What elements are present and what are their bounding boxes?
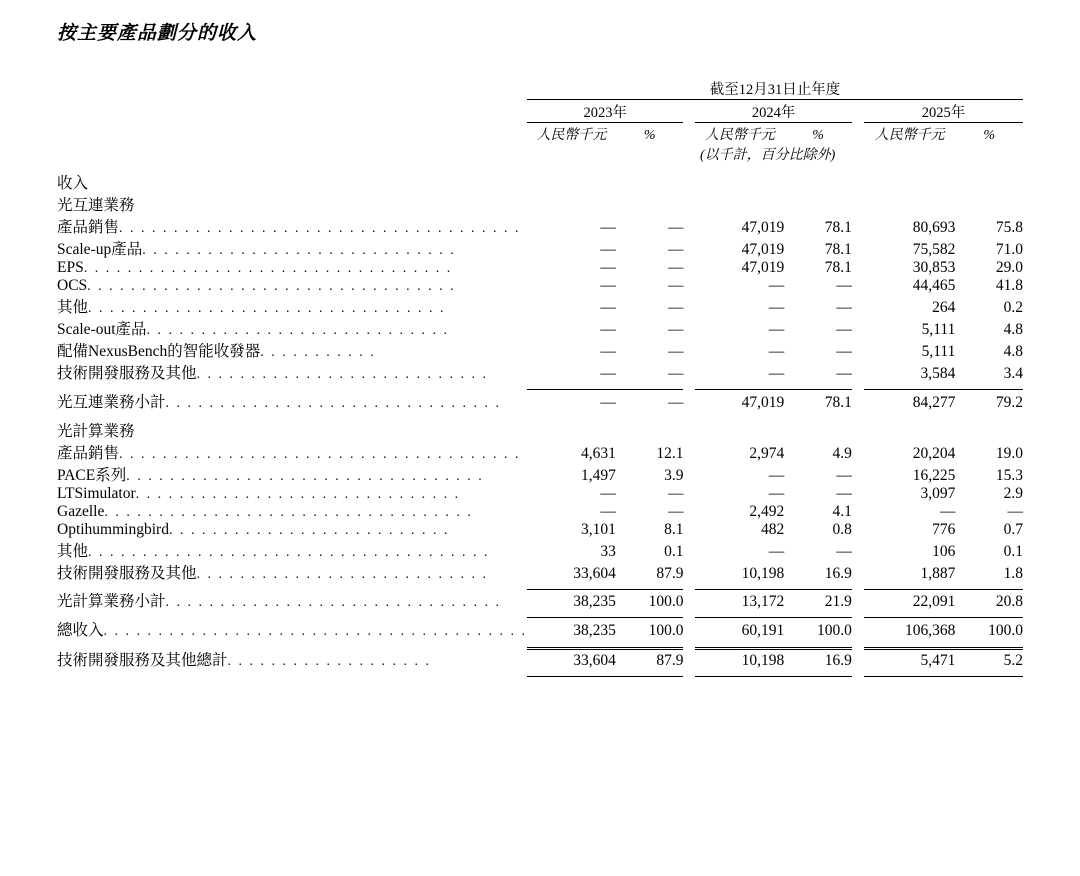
row-label: 總收入. . . . . . . . . . . . . . . . . . . . . . . . . . . . . . . . . . . . . . .: [57, 621, 528, 639]
value-amount: [864, 419, 955, 441]
table-row: [57, 259, 1023, 277]
empty-cell: [57, 101, 527, 123]
value-amount: —: [768, 484, 785, 502]
value-percent: —: [667, 393, 684, 411]
value-amount: 22,091: [912, 593, 956, 610]
value-percent: —: [836, 343, 852, 360]
column-gap: [852, 648, 864, 670]
value-amount: 482: [761, 520, 785, 538]
dot-leader: . . . . . . . . . . . . . . . . . . . . . . . . . . . . . . . . . .: [83, 261, 453, 276]
value-percent: [616, 419, 684, 441]
year-header-2025: 2025年: [921, 105, 966, 121]
table-row: [57, 339, 1023, 361]
dot-leader: . . . . . . . . . . . . . . . . . . . . . . . . . . .: [196, 367, 489, 382]
value-amount: —: [768, 321, 785, 338]
table-row: [57, 171, 1023, 193]
value-amount: —: [600, 299, 616, 316]
column-gap: [683, 295, 695, 317]
column-gap: [683, 485, 695, 503]
value-amount: 10,198: [741, 564, 785, 582]
value-percent: 20.8: [995, 593, 1023, 610]
dot-leader: . . . . . . . . . . . . . . . . . . . . . . . . . . . . . . . . .: [88, 301, 446, 316]
dot-leader: . . . . . . . . . . . . . . . . . . . . . . . . . . . . . . . . . .: [104, 504, 473, 520]
year-header-2023: 2023年: [583, 105, 627, 121]
dot-leader: . . . . . . . . . . . . . . . . . . . . . . . . . . . . . . . . . . . . .: [119, 221, 521, 236]
value-percent: 16.9: [824, 564, 852, 582]
value-percent: [616, 193, 684, 215]
row-label: 收入: [57, 175, 89, 192]
value-percent: 100.0: [648, 621, 684, 639]
value-percent: —: [667, 365, 684, 382]
value-amount: —: [600, 343, 616, 360]
table-row: [57, 503, 1023, 521]
value-percent: 0.8: [832, 520, 852, 538]
unit-rmb-2025: 人民幣千元: [874, 128, 945, 143]
rule-cell: [695, 670, 851, 677]
value-percent: [616, 171, 684, 193]
year-header-row: [57, 101, 1023, 123]
row-label: 產品銷售. . . . . . . . . . . . . . . . . . . . . . . . . . . . . . . . . . . . .: [57, 444, 521, 462]
column-gap: [683, 339, 695, 361]
row-label: PACE系列. . . . . . . . . . . . . . . . . . . . . . . . . . . . . . . . .: [57, 466, 484, 484]
dot-leader: . . . . . . . . . . . . . . . . . . . . . . . . . .: [168, 522, 450, 538]
dot-leader: . . . . . . . . . . . . . . . . . . . . . . . . . . .: [196, 566, 489, 582]
column-gap: [852, 317, 864, 339]
column-gap: [852, 237, 864, 259]
value-amount: 2,974: [749, 444, 785, 462]
data-rows: [57, 171, 1023, 677]
value-amount: 44,465: [912, 277, 956, 294]
empty-cell: [852, 101, 864, 123]
column-gap: [683, 419, 695, 441]
value-amount: 776: [932, 520, 956, 538]
spacer-cell: [57, 164, 1023, 171]
column-gap: [683, 193, 695, 215]
value-percent: —: [667, 343, 684, 360]
value-percent: 41.8: [995, 277, 1023, 294]
column-gap: [852, 521, 864, 539]
column-gap: [852, 259, 864, 277]
value-amount: 33: [600, 542, 616, 560]
value-amount: —: [768, 277, 785, 294]
value-amount: —: [600, 365, 616, 382]
value-amount: 106,368: [904, 621, 956, 639]
column-gap: [852, 485, 864, 503]
value-amount: 3,097: [920, 484, 956, 502]
column-gap: [852, 589, 864, 611]
table-row: [57, 390, 1023, 412]
value-percent: —: [667, 502, 684, 520]
value-percent: 5.2: [1003, 652, 1023, 669]
column-gap: [852, 561, 864, 583]
value-amount: 5,111: [921, 343, 956, 360]
value-percent: —: [836, 277, 852, 294]
double-rule-row: [57, 640, 1023, 649]
row-label: 技術開發服務及其他. . . . . . . . . . . . . . . . . . . . . . . . . . .: [57, 365, 489, 382]
value-percent: —: [667, 259, 684, 276]
period-header: 截至12月31日止年度: [709, 82, 841, 98]
value-percent: 16.9: [824, 652, 852, 669]
year-header-2024: 2024年: [751, 105, 796, 121]
rule-cell: [683, 670, 695, 677]
value-amount: —: [600, 321, 616, 338]
dot-leader: . . . . . . . . . . . . . . . . . . . . . . . . . . . . . .: [135, 486, 461, 502]
row-label: 配備NexusBench的智能收發器. . . . . . . . . . .: [57, 343, 376, 360]
value-percent: [955, 171, 1023, 193]
rule-cell: [527, 670, 683, 677]
empty-cell: [852, 124, 864, 144]
column-gap: [683, 317, 695, 339]
value-percent: 78.1: [824, 393, 852, 411]
value-percent: —: [836, 542, 852, 560]
value-percent: 29.0: [995, 259, 1023, 276]
dot-leader: . . . . . . . . . . . . . . . . . . . . . . . . . . . .: [146, 323, 450, 338]
value-percent: 75.8: [995, 219, 1023, 236]
value-amount: [864, 193, 955, 215]
value-amount: 16,225: [912, 466, 956, 484]
row-label: 光計算業務: [57, 422, 135, 440]
value-amount: 106: [932, 542, 956, 560]
value-amount: [864, 171, 955, 193]
table-row: [57, 361, 1023, 383]
value-amount: 47,019: [741, 219, 785, 236]
column-gap: [852, 463, 864, 485]
rule-cell: [864, 640, 1023, 649]
empty-cell: [57, 124, 527, 144]
value-percent: 87.9: [656, 564, 684, 582]
value-percent: —: [836, 321, 852, 338]
value-percent: 2.9: [1003, 484, 1023, 502]
value-amount: —: [600, 259, 616, 276]
row-label: 技術開發服務及其他. . . . . . . . . . . . . . . . . . . . . . . . . . .: [57, 564, 489, 582]
rule-cell: [852, 640, 864, 649]
value-amount: —: [768, 365, 785, 382]
rule-cell: [57, 670, 527, 677]
table-row: [57, 215, 1023, 237]
value-percent: 100.0: [648, 593, 684, 610]
value-percent: 79.2: [995, 393, 1023, 411]
column-gap: [683, 589, 695, 611]
value-percent: 4.8: [1003, 343, 1023, 360]
value-amount: [527, 193, 616, 215]
value-amount: 5,471: [920, 652, 956, 669]
value-percent: 4.8: [1003, 321, 1023, 338]
value-amount: —: [768, 343, 785, 360]
value-percent: —: [836, 484, 852, 502]
table-row: [57, 317, 1023, 339]
value-percent: 78.1: [824, 219, 852, 236]
dot-leader: . . . . . . . . . . . . . . . . . . .: [227, 654, 432, 669]
row-label: Scale-out產品. . . . . . . . . . . . . . . . . . . . . . . . . . . .: [57, 321, 450, 338]
value-percent: [784, 171, 852, 193]
value-amount: [695, 193, 784, 215]
value-amount: 10,198: [741, 652, 785, 669]
section-spacer: [57, 412, 1023, 419]
value-amount: 33,604: [573, 564, 616, 582]
unit-pct-2024: %: [812, 128, 824, 143]
value-percent: 1.8: [1003, 564, 1023, 582]
dot-leader: . . . . . . . . . . . . . . . . . . . . . . . . . . . . . . . . . . . . .: [88, 544, 490, 560]
unit-rmb-2023: 人民幣千元: [536, 128, 607, 143]
value-percent: —: [836, 365, 852, 382]
table-row: [57, 521, 1023, 539]
value-percent: —: [667, 299, 684, 316]
value-percent: 19.0: [995, 444, 1023, 462]
row-label: 產品銷售. . . . . . . . . . . . . . . . . . . . . . . . . . . . . . . . . . . . .: [57, 219, 521, 236]
value-amount: —: [600, 484, 616, 502]
unit-pct-2023: %: [643, 128, 656, 143]
dot-leader: . . . . . . . . . . . . . . . . . . . . . . . . . . . . . . . . .: [126, 468, 484, 484]
page-title: 按主要產品劃分的收入: [57, 23, 258, 44]
value-amount: —: [600, 393, 616, 411]
value-percent: 15.3: [995, 466, 1023, 484]
value-percent: 12.1: [656, 444, 684, 462]
value-percent: —: [667, 241, 684, 258]
value-percent: —: [1007, 502, 1023, 520]
value-amount: —: [768, 466, 785, 484]
value-amount: 47,019: [741, 393, 785, 411]
value-percent: [784, 419, 852, 441]
dot-leader: . . . . . . . . . . . . . . . . . . . . . . . . . . . . . . . . . .: [87, 279, 456, 294]
table-body: [57, 78, 1023, 171]
empty-cell: [683, 101, 695, 123]
row-label: OCS. . . . . . . . . . . . . . . . . . . . . . . . . . . . . . . . . .: [57, 277, 456, 294]
column-gap: [683, 361, 695, 383]
value-percent: —: [667, 321, 684, 338]
rule-cell: [527, 640, 683, 649]
column-gap: [683, 237, 695, 259]
row-label: 光互連業務: [57, 197, 135, 214]
header-spacer: [57, 164, 1023, 171]
value-percent: —: [836, 299, 852, 316]
value-amount: 60,191: [741, 621, 785, 639]
value-amount: —: [600, 241, 616, 258]
row-label: 光計算業務小計. . . . . . . . . . . . . . . . . . . . . . . . . . . . . . .: [57, 593, 502, 610]
unit-note: (以千計，百分比除外): [700, 148, 836, 163]
table-row: [57, 589, 1023, 611]
value-percent: [955, 193, 1023, 215]
value-amount: 30,853: [912, 259, 956, 276]
dot-leader: . . . . . . . . . . . . . . . . . . . . . . . . . . . . . . . . . . . . .: [119, 446, 521, 462]
empty-cell: [852, 144, 864, 164]
unit-rmb-2024: 人民幣千元: [704, 128, 775, 143]
row-label: EPS. . . . . . . . . . . . . . . . . . . . . . . . . . . . . . . . . .: [57, 259, 453, 276]
column-gap: [852, 419, 864, 441]
value-percent: 3.4: [1003, 365, 1023, 382]
value-amount: [527, 419, 616, 441]
table-row: [57, 277, 1023, 295]
table-row: [57, 419, 1023, 441]
value-percent: 0.2: [1003, 299, 1023, 316]
column-gap: [852, 215, 864, 237]
rule-cell: [57, 640, 527, 649]
value-percent: 0.1: [1003, 542, 1023, 560]
value-percent: 78.1: [824, 241, 852, 258]
rule-cell: [852, 670, 864, 677]
unit-header-row: [57, 124, 1023, 144]
row-label: Scale-up產品. . . . . . . . . . . . . . . . . . . . . . . . . . . . .: [57, 241, 456, 258]
column-gap: [683, 215, 695, 237]
rule-cell: [864, 670, 1023, 677]
spacer-cell: [57, 412, 1023, 419]
value-percent: 4.9: [832, 444, 852, 462]
row-label: 其他. . . . . . . . . . . . . . . . . . . . . . . . . . . . . . . . .: [57, 299, 446, 316]
column-gap: [683, 648, 695, 670]
value-amount: 3,101: [580, 520, 616, 538]
dot-leader: . . . . . . . . . . .: [260, 345, 376, 360]
value-percent: —: [836, 466, 852, 484]
row-label: LTSimulator. . . . . . . . . . . . . . . . . . . . . . . . . . . . . .: [57, 484, 461, 502]
column-gap: [683, 171, 695, 193]
value-amount: [527, 171, 616, 193]
value-amount: —: [939, 502, 956, 520]
value-percent: 87.9: [656, 652, 684, 669]
empty-cell: [683, 124, 695, 144]
unit-note-row: [57, 144, 1023, 164]
empty-cell: [57, 78, 527, 100]
value-amount: —: [600, 502, 616, 520]
value-percent: 3.9: [664, 466, 684, 484]
column-gap: [683, 539, 695, 561]
table-row: [57, 539, 1023, 561]
value-percent: [955, 419, 1023, 441]
value-amount: 20,204: [912, 444, 956, 462]
period-header-row: [57, 78, 1023, 100]
rule-cell: [695, 640, 851, 649]
column-gap: [683, 277, 695, 295]
column-gap: [683, 463, 695, 485]
table-row: [57, 561, 1023, 583]
column-gap: [683, 390, 695, 412]
empty-cell: [955, 144, 1023, 164]
value-percent: 78.1: [824, 259, 852, 276]
value-amount: 3,584: [920, 365, 956, 382]
column-gap: [852, 503, 864, 521]
table-row: [57, 295, 1023, 317]
value-percent: 100.0: [817, 621, 852, 639]
dot-leader: . . . . . . . . . . . . . . . . . . . . . . . . . . . . . . .: [165, 595, 502, 610]
value-amount: —: [768, 299, 785, 316]
dot-leader: . . . . . . . . . . . . . . . . . . . . . . . . . . . . . . . . . . . . . . .: [103, 623, 528, 639]
column-gap: [683, 441, 695, 463]
empty-cell: [57, 144, 527, 164]
value-amount: [695, 419, 784, 441]
column-gap: [852, 390, 864, 412]
value-percent: —: [667, 484, 684, 502]
value-amount: 75,582: [912, 241, 956, 258]
column-gap: [852, 618, 864, 640]
value-amount: 1,497: [580, 466, 616, 484]
value-amount: 2,492: [749, 502, 785, 520]
value-percent: 21.9: [824, 593, 852, 610]
value-amount: 47,019: [741, 259, 785, 276]
value-amount: 5,111: [921, 321, 956, 338]
value-amount: —: [600, 219, 616, 236]
dot-leader: . . . . . . . . . . . . . . . . . . . . . . . . . . . . . . .: [165, 395, 502, 411]
empty-cell: [864, 144, 955, 164]
table-row: [57, 193, 1023, 215]
value-amount: 264: [932, 299, 956, 316]
value-percent: —: [667, 277, 684, 294]
table-row: [57, 618, 1023, 640]
empty-cell: [616, 144, 684, 164]
value-amount: —: [600, 277, 616, 294]
value-percent: 8.1: [664, 520, 684, 538]
value-percent: 0.1: [664, 542, 684, 560]
value-percent: 100.0: [988, 621, 1023, 639]
value-amount: 33,604: [573, 652, 616, 669]
table-row: [57, 485, 1023, 503]
value-percent: 71.0: [995, 241, 1023, 258]
value-amount: 47,019: [741, 241, 785, 258]
column-gap: [852, 539, 864, 561]
empty-cell: [527, 144, 616, 164]
value-amount: 4,631: [580, 444, 616, 462]
column-gap: [683, 618, 695, 640]
column-gap: [852, 361, 864, 383]
column-gap: [852, 171, 864, 193]
column-gap: [683, 503, 695, 521]
column-gap: [683, 521, 695, 539]
value-percent: [784, 193, 852, 215]
table-row: [57, 463, 1023, 485]
row-label: Gazelle. . . . . . . . . . . . . . . . . . . . . . . . . . . . . . . . . .: [57, 502, 473, 520]
value-amount: 84,277: [912, 393, 956, 411]
row-label: 光互連業務小計. . . . . . . . . . . . . . . . . . . . . . . . . . . . . . .: [57, 393, 502, 411]
value-amount: [695, 171, 784, 193]
row-label: Optihummingbird. . . . . . . . . . . . . . . . . . . . . . . . . .: [57, 520, 450, 538]
rule-cell: [683, 640, 695, 649]
value-amount: 38,235: [573, 621, 616, 639]
value-amount: 38,235: [573, 593, 616, 610]
revenue-by-product-table: [57, 78, 1023, 677]
column-gap: [852, 295, 864, 317]
unit-pct-2025: %: [983, 128, 995, 143]
table-row: [57, 441, 1023, 463]
value-amount: 80,693: [912, 219, 956, 236]
value-percent: —: [667, 219, 684, 236]
single-rule-row: [57, 670, 1023, 677]
table-row: [57, 237, 1023, 259]
row-label: 技術開發服務及其他總計. . . . . . . . . . . . . . . . . . .: [57, 652, 432, 669]
dot-leader: . . . . . . . . . . . . . . . . . . . . . . . . . . . . .: [142, 243, 456, 258]
value-percent: 0.7: [1003, 520, 1023, 538]
table-row: [57, 648, 1023, 670]
column-gap: [683, 259, 695, 277]
row-label: 其他. . . . . . . . . . . . . . . . . . . . . . . . . . . . . . . . . . . . .: [57, 542, 490, 560]
column-gap: [852, 441, 864, 463]
column-gap: [683, 561, 695, 583]
value-amount: 13,172: [741, 593, 785, 610]
column-gap: [852, 277, 864, 295]
column-gap: [852, 339, 864, 361]
value-amount: —: [768, 542, 785, 560]
column-gap: [852, 193, 864, 215]
value-amount: 1,887: [920, 564, 956, 582]
value-percent: 4.1: [832, 502, 852, 520]
